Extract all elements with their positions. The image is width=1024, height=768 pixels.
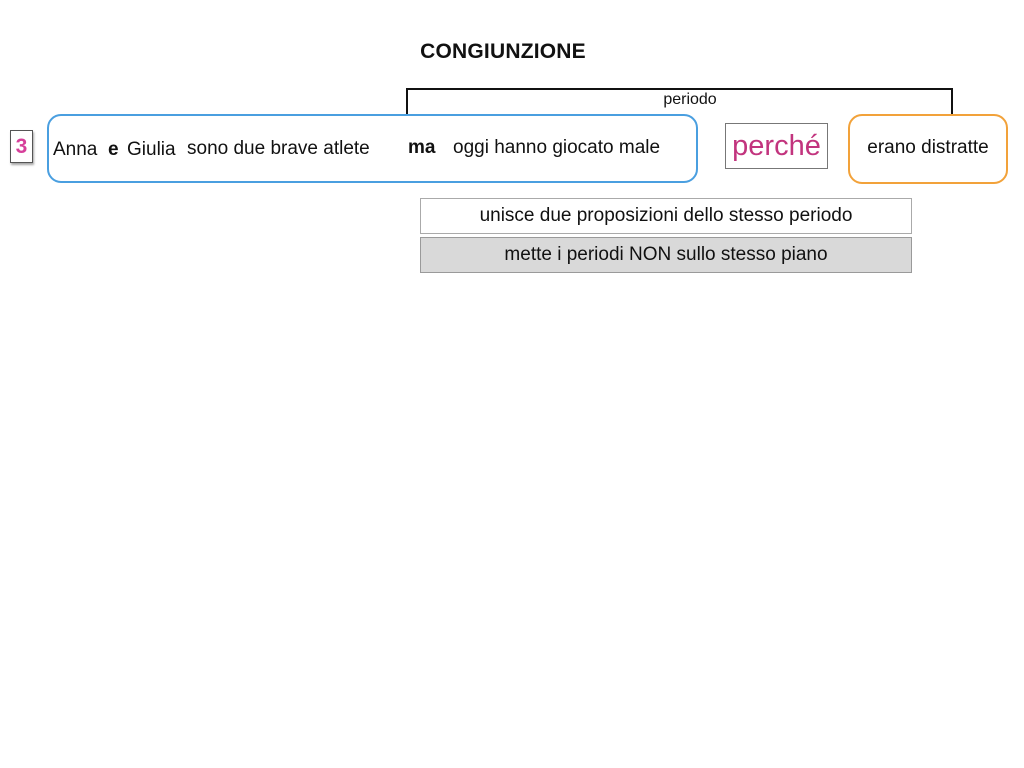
sentence-part-anna: Anna [53,139,98,160]
bracket-label: periodo [663,91,717,108]
page-title: CONGIUNZIONE [420,40,586,63]
example-number-badge: 3 [10,130,33,163]
conjunction-perche-box: perché [725,123,828,169]
bracket-top-line [406,88,953,90]
sentence-part-giulia: Giulia [127,139,176,160]
sentence-part-male: oggi hanno giocato male [453,137,661,158]
bracket-left-tick [406,88,408,116]
conjunction-e: e [108,139,119,160]
sentence-part-atlete: sono due brave atlete [187,138,370,159]
bracket-right-tick [951,88,953,116]
conjunction-ma: ma [408,137,436,158]
subordinate-clause-box: erano distratte [848,114,1008,184]
definition-coordinating: unisce due proposizioni dello stesso periodo [420,198,912,234]
definition-subordinating: mette i periodi NON sullo stesso piano [420,237,912,273]
